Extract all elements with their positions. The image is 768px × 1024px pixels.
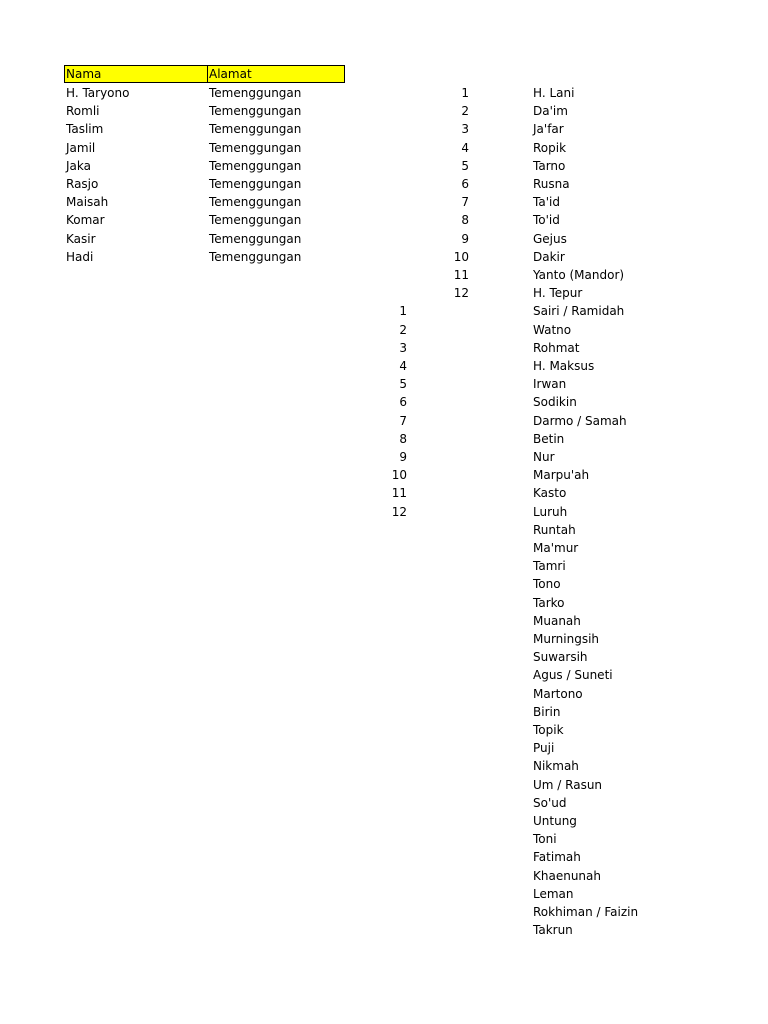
list-item: Nikmah [533, 759, 579, 774]
table-cell-nama: Rasjo [66, 177, 99, 191]
list-item: Murningsih [533, 632, 600, 646]
table-cell-nama: Romli [66, 104, 100, 119]
list-item: Tono [533, 577, 561, 592]
table-cell-nama: Jamil [66, 140, 96, 155]
list-item: H. Maksus [533, 359, 595, 373]
table-cell-nama: Maisah [66, 195, 109, 210]
header-nama: Nama [66, 67, 102, 81]
header-alamat: Alamat [209, 67, 252, 81]
number-cell: 5 [461, 158, 469, 173]
list-item: Leman [533, 886, 574, 901]
table-cell-alamat: Temenggungan [209, 140, 302, 155]
list-item: Betin [533, 431, 565, 446]
list-item: Yanto (Mandor) [533, 268, 625, 282]
number-cell: 12 [453, 286, 469, 301]
list-item: Fatimah [533, 850, 581, 865]
list-item: Agus / Suneti [533, 668, 613, 683]
table-cell-nama: Taslim [66, 122, 104, 137]
list-item: Toni [533, 832, 557, 847]
number-cell: 11 [391, 486, 407, 501]
list-item: H. Tepur [533, 286, 583, 301]
list-item: Darmo / Samah [533, 413, 627, 428]
list-item: Untung [533, 814, 577, 828]
number-cell: 8 [399, 431, 407, 446]
table-cell-nama: H. Taryono [66, 86, 130, 100]
list-item: Sodikin [533, 395, 577, 410]
list-item: Da'im [533, 104, 568, 119]
list-item: Runtah [533, 522, 576, 537]
number-cell: 7 [461, 195, 469, 210]
number-cell: 12 [391, 504, 407, 519]
list-item: Martono [533, 686, 583, 701]
number-cell: 1 [399, 304, 407, 319]
list-item: Rokhiman / Faizin [533, 905, 639, 919]
list-item: Tarko [533, 595, 565, 610]
list-item: Puji [533, 741, 555, 756]
number-cell: 11 [453, 268, 469, 282]
number-cell: 9 [399, 450, 407, 464]
table-cell-alamat: Temenggungan [209, 86, 302, 100]
list-item: Muanah [533, 613, 581, 628]
number-cell: 6 [461, 177, 469, 191]
number-cell: 2 [399, 322, 407, 337]
number-cell: 1 [461, 86, 469, 100]
number-cell: 3 [461, 122, 469, 137]
list-item: Gejus [533, 231, 567, 246]
number-cell: 10 [453, 249, 469, 264]
list-item: So'ud [533, 795, 567, 810]
list-item: Tamri [533, 559, 566, 574]
list-item: Marpu'ah [533, 468, 590, 483]
header-divider [207, 66, 208, 82]
list-item: Watno [533, 322, 572, 337]
table-cell-nama: Jaka [66, 158, 91, 173]
table-header-row [64, 65, 345, 83]
list-item: Khaenunah [533, 868, 601, 883]
number-cell: 6 [399, 395, 407, 410]
table-cell-nama: Kasir [66, 231, 96, 246]
table-cell-alamat: Temenggungan [209, 177, 302, 191]
list-item: Tarno [533, 158, 566, 173]
list-item: Dakir [533, 249, 565, 264]
number-cell: 7 [399, 413, 407, 428]
list-item: Sairi / Ramidah [533, 304, 625, 319]
list-item: Topik [533, 723, 564, 737]
list-item: Rohmat [533, 340, 580, 355]
table-cell-alamat: Temenggungan [209, 104, 302, 119]
list-item: Takrun [533, 923, 573, 938]
number-cell: 5 [399, 377, 407, 392]
table-cell-alamat: Temenggungan [209, 213, 302, 228]
list-item: To'id [533, 213, 560, 228]
list-item: Ropik [533, 140, 567, 155]
list-item: Irwan [533, 377, 567, 392]
list-item: Luruh [533, 504, 568, 519]
list-item: Birin [533, 704, 561, 719]
number-cell: 9 [461, 231, 469, 246]
table-cell-alamat: Temenggungan [209, 158, 302, 173]
list-item: Suwarsih [533, 650, 588, 665]
list-item: Kasto [533, 486, 567, 501]
table-cell-nama: Hadi [66, 249, 94, 264]
table-cell-alamat: Temenggungan [209, 249, 302, 264]
table-cell-alamat: Temenggungan [209, 195, 302, 210]
table-cell-nama: Komar [66, 213, 105, 228]
number-cell: 8 [461, 213, 469, 228]
list-item: Rusna [533, 177, 570, 191]
number-cell: 4 [399, 359, 407, 373]
list-item: Ta'id [533, 195, 560, 210]
list-item: Ja'far [533, 122, 564, 137]
list-item: Ma'mur [533, 541, 579, 555]
list-item: H. Lani [533, 86, 575, 100]
list-item: Um / Rasun [533, 777, 603, 792]
number-cell: 4 [461, 140, 469, 155]
table-cell-alamat: Temenggungan [209, 122, 302, 137]
table-cell-alamat: Temenggungan [209, 231, 302, 246]
list-item: Nur [533, 450, 555, 464]
number-cell: 2 [461, 104, 469, 119]
number-cell: 3 [399, 340, 407, 355]
number-cell: 10 [391, 468, 407, 483]
